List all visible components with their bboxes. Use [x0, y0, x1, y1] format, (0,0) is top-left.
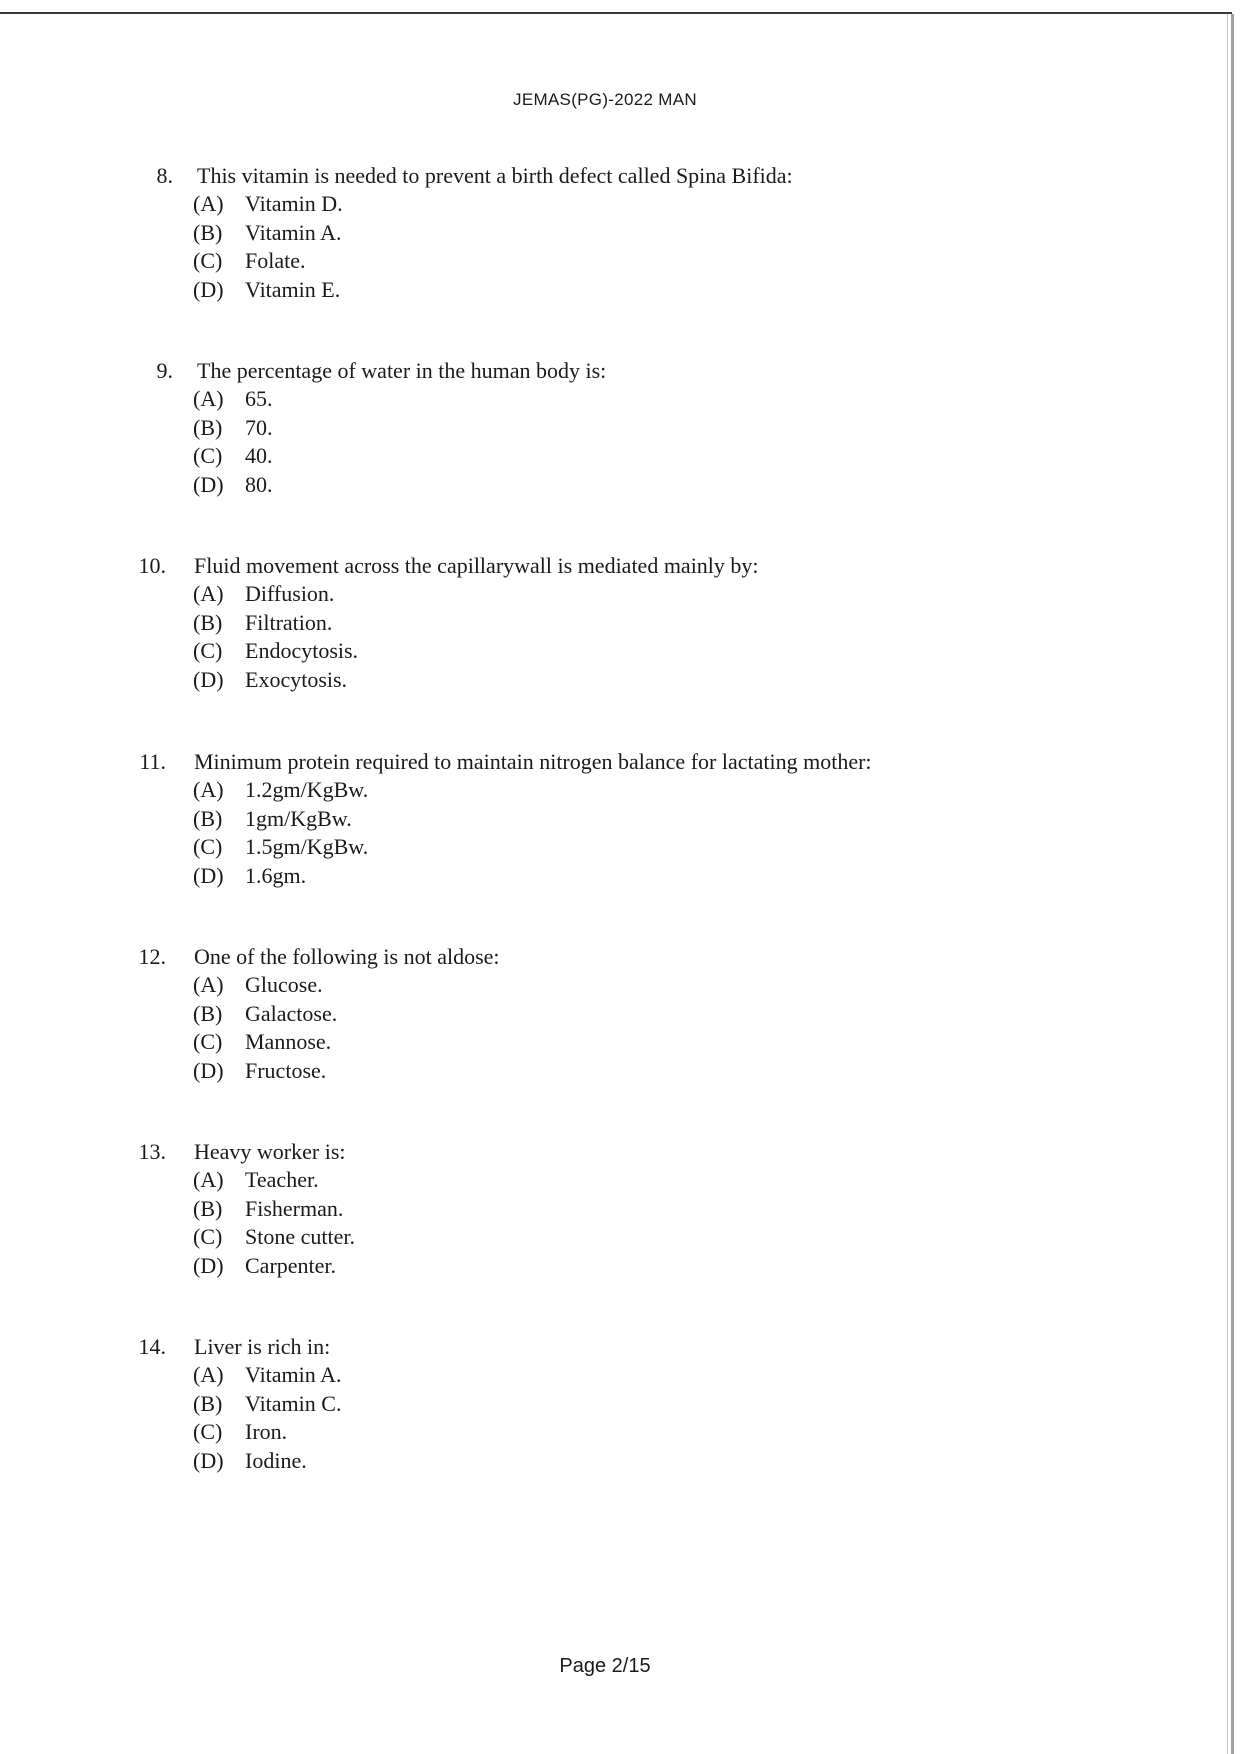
question-10 [0, 553, 1100, 695]
option-text: Endocytosis. [245, 638, 359, 663]
option-text: Stone cutter. [245, 1224, 355, 1249]
scan-edge-line [1231, 14, 1234, 1754]
question-text: Liver is rich in: [194, 1334, 331, 1359]
option-b [193, 1001, 1100, 1030]
option-a [193, 191, 1100, 220]
question-stem [0, 1334, 1100, 1362]
option-label: (A) [193, 386, 224, 411]
option-c [193, 1029, 1100, 1058]
option-text: Iodine. [245, 1447, 307, 1473]
question-number: 12. [138, 944, 166, 969]
option-label: (D) [193, 276, 224, 302]
page-top-border [0, 12, 1232, 14]
option-label: (B) [193, 1195, 223, 1221]
option-a [193, 1167, 1100, 1196]
option-c [193, 1224, 1100, 1253]
option-text: Filtration. [245, 609, 333, 635]
option-label: (A) [193, 972, 224, 997]
option-label: (B) [193, 1000, 223, 1026]
page-number: Page 2/15 [559, 1655, 651, 1677]
question-text: Heavy worker is: [194, 1139, 346, 1164]
question-text: One of the following is not aldose: [194, 944, 500, 969]
option-text: Vitamin A. [245, 1362, 342, 1387]
option-label: (C) [193, 1419, 223, 1444]
option-label: (C) [193, 1029, 223, 1054]
option-d [193, 667, 1100, 696]
question-number: 9. [156, 358, 173, 383]
option-label: (B) [193, 609, 223, 635]
option-label: (C) [193, 248, 223, 273]
question-stem [0, 1139, 1100, 1167]
option-d [193, 1253, 1100, 1282]
question-13 [0, 1139, 1100, 1281]
option-b [193, 1391, 1100, 1420]
option-a [193, 581, 1100, 610]
option-a [193, 777, 1100, 806]
option-text: Vitamin D. [245, 191, 343, 216]
option-label: (D) [193, 862, 224, 888]
option-label: (A) [193, 1167, 224, 1192]
option-text: Fructose. [245, 1057, 327, 1083]
option-label: (A) [193, 581, 224, 606]
option-text: Iron. [245, 1419, 288, 1444]
option-text: 1.6gm. [245, 862, 307, 888]
option-text: Exocytosis. [245, 666, 348, 692]
option-text: 70. [245, 414, 273, 440]
question-stem [0, 163, 1100, 191]
option-a [193, 1362, 1100, 1391]
option-text: 1.2gm/KgBw. [245, 777, 369, 802]
option-text: Glucose. [245, 972, 323, 997]
option-label: (C) [193, 638, 223, 663]
option-text: 65. [245, 386, 273, 411]
question-stem [0, 944, 1100, 972]
question-number: 8. [156, 163, 173, 188]
option-a [193, 386, 1100, 415]
option-text: Vitamin A. [245, 219, 342, 245]
option-d [193, 863, 1100, 892]
question-stem [0, 358, 1100, 386]
option-label: (B) [193, 1390, 223, 1416]
option-b [193, 415, 1100, 444]
option-label: (B) [193, 219, 223, 245]
option-text: Fisherman. [245, 1195, 344, 1221]
option-label: (C) [193, 443, 223, 468]
option-label: (C) [193, 1224, 223, 1249]
option-c [193, 638, 1100, 667]
option-label: (D) [193, 1252, 224, 1278]
question-14 [0, 1334, 1100, 1476]
option-text: 1.5gm/KgBw. [245, 834, 369, 859]
question-number: 13. [138, 1139, 166, 1164]
option-text: Teacher. [245, 1167, 319, 1192]
option-c [193, 443, 1100, 472]
option-c [193, 834, 1100, 863]
option-c [193, 1419, 1100, 1448]
question-number: 14. [138, 1334, 166, 1359]
option-d [193, 472, 1100, 501]
option-text: Carpenter. [245, 1252, 337, 1278]
option-label: (D) [193, 1447, 224, 1473]
option-text: Vitamin E. [245, 276, 341, 302]
option-d [193, 1448, 1100, 1477]
question-text: The percentage of water in the human body is: [197, 358, 607, 383]
option-d [193, 1058, 1100, 1087]
option-text: 80. [245, 471, 273, 497]
option-c [193, 248, 1100, 277]
question-number: 11. [139, 749, 166, 774]
page-header: JEMAS(PG)-2022 MAN [513, 90, 697, 109]
option-label: (B) [193, 414, 223, 440]
question-text: Minimum protein required to maintain nitrogen balance for lactating mother: [194, 749, 872, 774]
option-label: (D) [193, 471, 224, 497]
question-stem [0, 749, 1100, 777]
question-12 [0, 944, 1100, 1086]
question-stem [0, 553, 1100, 581]
option-text: 40. [245, 443, 273, 468]
option-a [193, 972, 1100, 1001]
option-label: (C) [193, 834, 223, 859]
option-text: Vitamin C. [245, 1390, 342, 1416]
scan-edge-line-inner [1227, 14, 1228, 1754]
option-text: Diffusion. [245, 581, 335, 606]
option-label: (B) [193, 805, 223, 831]
option-b [193, 806, 1100, 835]
option-text: Galactose. [245, 1000, 338, 1026]
option-b [193, 1196, 1100, 1225]
option-label: (A) [193, 191, 224, 216]
option-label: (A) [193, 1362, 224, 1387]
question-11 [0, 749, 1100, 891]
option-b [193, 610, 1100, 639]
question-number: 10. [138, 553, 166, 578]
option-text: 1gm/KgBw. [245, 805, 352, 831]
question-text: This vitamin is needed to prevent a birth defect called Spina Bifida: [197, 163, 793, 188]
option-label: (D) [193, 666, 224, 692]
option-label: (A) [193, 777, 224, 802]
option-text: Mannose. [245, 1029, 332, 1054]
question-text: Fluid movement across the capillarywall is mediated mainly by: [194, 553, 759, 578]
option-b [193, 220, 1100, 249]
question-8 [0, 163, 1100, 305]
question-9 [0, 358, 1100, 500]
option-d [193, 277, 1100, 306]
option-label: (D) [193, 1057, 224, 1083]
option-text: Folate. [245, 248, 306, 273]
